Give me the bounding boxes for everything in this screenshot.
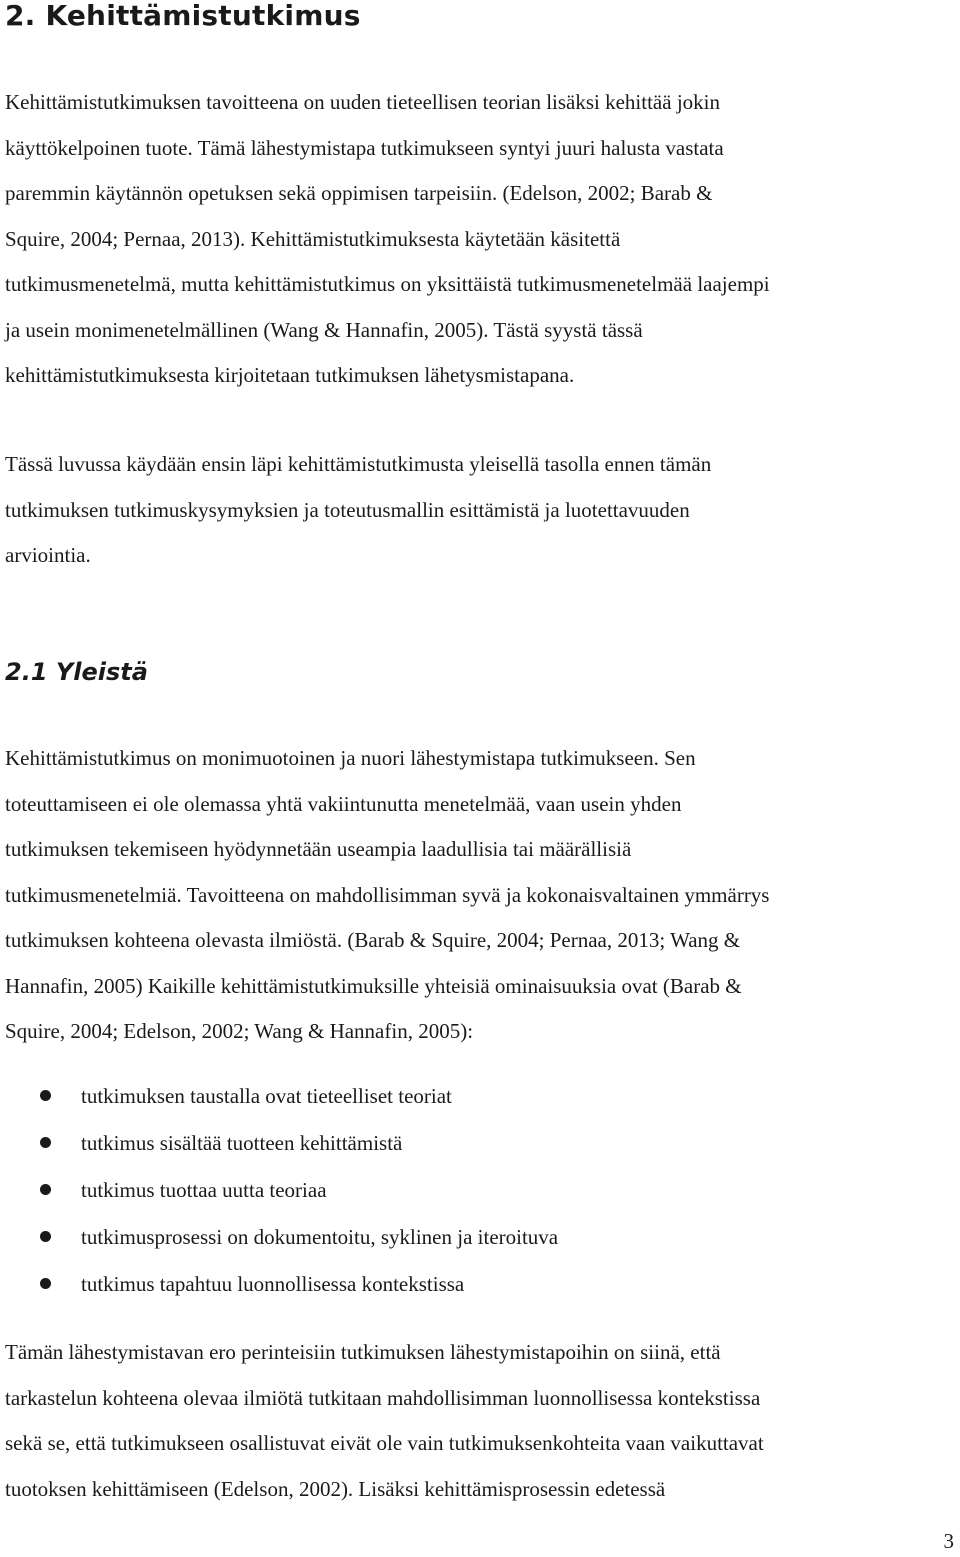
list-item-text: tutkimusprosessi on dokumentoitu, syklinen ja iteroituva: [81, 1225, 559, 1249]
text-line: tutkimusmenetelmä, mutta kehittämistutkimus on yksittäistä tutkimusmenetelmää laajempi: [5, 272, 770, 296]
text-line: tutkimuksen tekemiseen hyödynnetään useampia laadullisia tai määrällisiä: [5, 837, 632, 861]
text-line: tarkastelun kohteena olevaa ilmiötä tutkitaan mahdollisimman luonnollisessa kontekstissa: [5, 1385, 761, 1410]
text-line: sekä se, että tutkimukseen osallistuvat eivät ole vain tutkimuksenkohteita vaan vaikuttavat: [5, 1431, 764, 1455]
list-item-text: tutkimus tapahtuu luonnollisessa kontekstissa: [81, 1272, 465, 1296]
text-line: tutkimuksen tutkimuskysymyksien ja toteutusmallin esittämistä ja luotettavuuden: [5, 497, 690, 522]
list-item: [0, 1261, 558, 1308]
list-item-text: tutkimus sisältää tuotteen kehittämistä: [81, 1131, 403, 1155]
text-line: tutkimuksen kohteena olevasta ilmiöstä. (Barab & Squire, 2004; Pernaa, 2013; Wang &: [5, 928, 741, 952]
text-line: tutkimusmenetelmiä. Tavoitteena on mahdollisimman syvä ja kokonaisvaltainen ymmärrys: [5, 882, 770, 907]
chapter-heading: 2. Kehittämistutkimus: [5, 0, 361, 32]
list-item-text: tutkimuksen taustalla ovat tieteelliset teoriat: [81, 1084, 452, 1108]
bullet-icon: [40, 1090, 51, 1101]
list-item: [0, 1120, 558, 1167]
text-line: Kehittämistutkimus on monimuotoinen ja nuori lähestymistapa tutkimukseen. Sen: [5, 746, 696, 770]
text-line: Squire, 2004; Edelson, 2002; Wang & Hannafin, 2005):: [5, 1019, 474, 1043]
text-line: arviointia.: [5, 543, 91, 567]
bullet-icon: [40, 1278, 51, 1289]
text-line: Squire, 2004; Pernaa, 2013). Kehittämistutkimuksesta käytetään käsitettä: [5, 226, 621, 251]
bullet-icon: [40, 1184, 51, 1195]
page-number: 3: [943, 1529, 954, 1553]
bullet-icon: [40, 1231, 51, 1242]
list-item: [0, 1073, 558, 1120]
text-line: Hannafin, 2005) Kaikille kehittämistutkimuksille yhteisiä ominaisuuksia ovat (Barab &: [5, 973, 742, 998]
text-line: käyttökelpoinen tuote. Tämä lähestymistapa tutkimukseen syntyi juuri halusta vastata: [5, 135, 724, 160]
list-item: [0, 1167, 558, 1214]
text-line: Tämän lähestymistavan ero perinteisiin tutkimuksen lähestymistapoihin on siinä, että: [5, 1340, 721, 1364]
text-line: toteuttamiseen ei ole olemassa yhtä vakiintunutta menetelmää, vaan usein yhden: [5, 791, 682, 816]
text-line: kehittämistutkimuksesta kirjoitetaan tutkimuksen lähetysmistapana.: [5, 363, 575, 387]
text-line: tuotoksen kehittämiseen (Edelson, 2002). Lisäksi kehittämisprosessin edetessä: [5, 1476, 666, 1501]
paragraph-difference: [5, 1330, 960, 1512]
text-line: paremmin käytännön opetuksen sekä oppimisen tarpeisiin. (Edelson, 2002; Barab &: [5, 181, 713, 205]
text-line: Kehittämistutkimuksen tavoitteena on uuden tieteellisen teorian lisäksi kehittää jokin: [5, 90, 720, 114]
paragraph-overview: [5, 442, 960, 579]
text-line: ja usein monimenetelmällinen (Wang & Hannafin, 2005). Tästä syystä tässä: [5, 317, 643, 342]
list-item: [0, 1214, 558, 1261]
text-line: Tässä luvussa käydään ensin läpi kehittämistutkimusta yleisellä tasolla ennen tämän: [5, 452, 712, 476]
paragraph-general: [5, 736, 960, 1055]
paragraph-intro: [5, 80, 960, 399]
feature-list: [0, 1073, 558, 1308]
bullet-icon: [40, 1137, 51, 1148]
section-heading: 2.1 Yleistä: [5, 658, 148, 686]
list-item-text: tutkimus tuottaa uutta teoriaa: [81, 1178, 327, 1202]
